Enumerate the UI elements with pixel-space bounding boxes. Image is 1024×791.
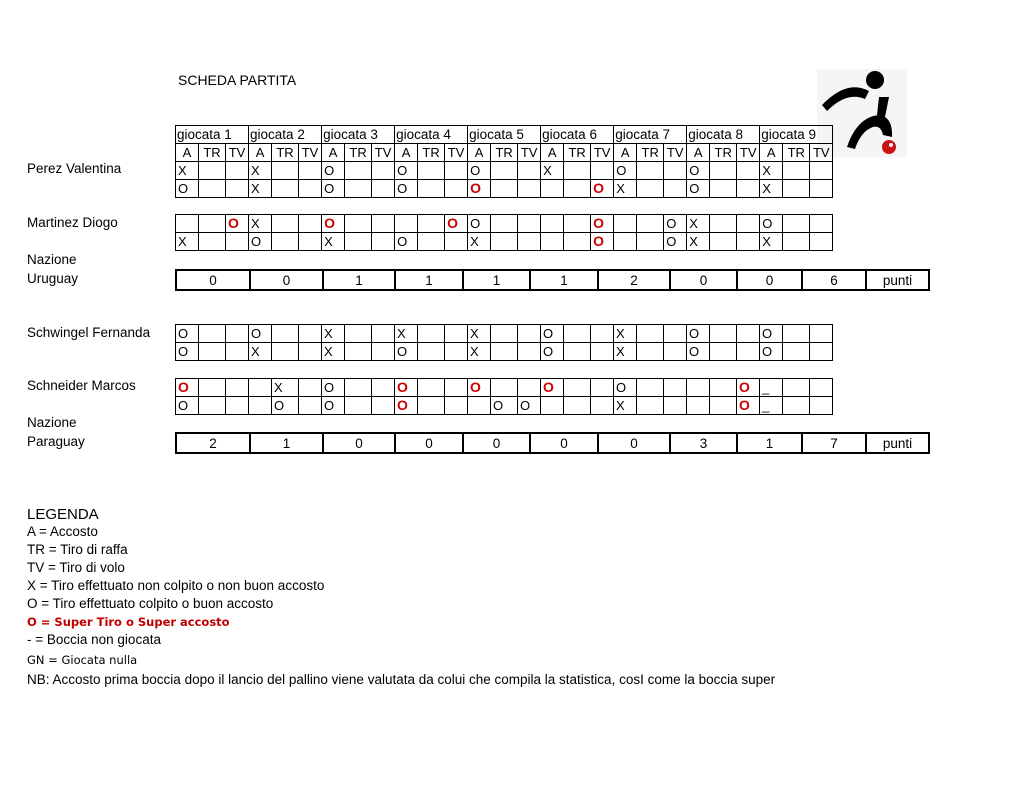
- grid-cell: X: [395, 325, 418, 343]
- grid-cell: [541, 397, 564, 415]
- grid-cell: [199, 215, 226, 233]
- grid-cell: [299, 343, 322, 361]
- legend-line: TR = Tiro di raffa: [27, 542, 128, 557]
- grid-cell: O: [491, 397, 518, 415]
- giocata-header: giocata 9: [760, 126, 833, 144]
- grid-cell: O: [249, 233, 272, 251]
- subheader-cell: TV: [591, 144, 614, 162]
- subheader-cell: A: [176, 144, 199, 162]
- subheader-cell: TR: [272, 144, 299, 162]
- grid-cell: [541, 180, 564, 198]
- legend-line: TV = Tiro di volo: [27, 560, 125, 575]
- grid-cell: O: [468, 162, 491, 180]
- score-cell: 0: [530, 433, 598, 453]
- subheader-cell: A: [541, 144, 564, 162]
- grid-cell: [176, 215, 199, 233]
- grid-cell: [272, 215, 299, 233]
- grid-cell: [299, 180, 322, 198]
- score-cell: 0: [737, 270, 802, 290]
- grid-cell: [518, 325, 541, 343]
- grid-cell: [710, 325, 737, 343]
- subheader-cell: TV: [226, 144, 249, 162]
- grid-cell: [710, 343, 737, 361]
- grid-cell-super: O: [322, 215, 345, 233]
- grid-cell: [783, 233, 810, 251]
- grid-cell: X: [272, 379, 299, 397]
- grid-cell: [687, 379, 710, 397]
- subheader-cell: TV: [664, 144, 687, 162]
- grid-cell: [491, 379, 518, 397]
- grid-cell: [272, 180, 299, 198]
- grid-cell: [418, 233, 445, 251]
- score-cell: 1: [737, 433, 802, 453]
- nation-name: Paraguay: [27, 434, 85, 449]
- grid-cell: X: [760, 180, 783, 198]
- grid-cell: _: [760, 379, 783, 397]
- grid-cell: [395, 215, 418, 233]
- grid-cell: [226, 233, 249, 251]
- grid-cell: [372, 325, 395, 343]
- grid-cell: [518, 162, 541, 180]
- grid-cell: [637, 180, 664, 198]
- grid-cell: [345, 180, 372, 198]
- grid-cell: [810, 397, 833, 415]
- grid-cell: X: [614, 343, 637, 361]
- grid-cell: [591, 379, 614, 397]
- grid-cell: X: [468, 233, 491, 251]
- grid-cell: O: [322, 397, 345, 415]
- subheader-cell: TV: [737, 144, 760, 162]
- grid-cell: [737, 233, 760, 251]
- grid-cell: [710, 379, 737, 397]
- grid-cell: O: [614, 379, 637, 397]
- score-cell: 1: [323, 270, 395, 290]
- legend-line: A = Accosto: [27, 524, 98, 539]
- subheader-cell: TR: [345, 144, 372, 162]
- grid-cell: [418, 343, 445, 361]
- giocata-header: giocata 4: [395, 126, 468, 144]
- grid-cell: [418, 325, 445, 343]
- grid-cell: X: [249, 162, 272, 180]
- nation-label: Nazione: [27, 252, 77, 267]
- grid-cell: [299, 233, 322, 251]
- grid-cell: [199, 180, 226, 198]
- grid-cell: [249, 397, 272, 415]
- grid-cell: X: [322, 325, 345, 343]
- grid-cell: X: [760, 233, 783, 251]
- grid-cell: [710, 180, 737, 198]
- grid-cell: O: [176, 343, 199, 361]
- grid-cell: [810, 180, 833, 198]
- grid-cell: [737, 325, 760, 343]
- grid-cell: [491, 162, 518, 180]
- grid-cell: O: [395, 233, 418, 251]
- grid-cell: X: [249, 343, 272, 361]
- grid-cell: [810, 215, 833, 233]
- grid-cell: X: [468, 343, 491, 361]
- grid-cell: O: [687, 162, 710, 180]
- grid-cell: [591, 325, 614, 343]
- grid-cell: [418, 162, 445, 180]
- grid-cell-super: O: [737, 397, 760, 415]
- legend-title: LEGENDA: [27, 506, 99, 523]
- grid-cell: [418, 397, 445, 415]
- giocata-header: giocata 5: [468, 126, 541, 144]
- grid-cell: [810, 233, 833, 251]
- grid-cell: [637, 325, 664, 343]
- subheader-cell: TR: [637, 144, 664, 162]
- grid-cell: O: [687, 343, 710, 361]
- subheader-cell: A: [614, 144, 637, 162]
- grid-cell: [226, 379, 249, 397]
- grid-cell: [345, 379, 372, 397]
- score-cell: 3: [670, 433, 737, 453]
- score-cell: 6: [802, 270, 866, 290]
- grid-cell: X: [614, 180, 637, 198]
- grid-cell: [783, 162, 810, 180]
- grid-cell: [710, 215, 737, 233]
- grid-cell: [564, 180, 591, 198]
- grid-cell: [445, 397, 468, 415]
- legend-super: O = Super Tiro o Super accosto: [27, 615, 230, 629]
- giocata-header: giocata 3: [322, 126, 395, 144]
- grid-cell: X: [614, 397, 637, 415]
- grid-cell: [345, 233, 372, 251]
- grid-cell: [345, 215, 372, 233]
- score-cell: 1: [530, 270, 598, 290]
- grid-cell: [491, 233, 518, 251]
- grid-cell: [518, 180, 541, 198]
- score-cell: 1: [250, 433, 323, 453]
- grid-cell: [199, 343, 226, 361]
- grid-cell: [783, 397, 810, 415]
- grid-cell: O: [176, 325, 199, 343]
- score-cell: 2: [176, 433, 250, 453]
- score-cell: 0: [250, 270, 323, 290]
- grid-cell: O: [249, 325, 272, 343]
- grid-cell: [564, 343, 591, 361]
- grid-cell: O: [614, 162, 637, 180]
- grid-cell: [810, 325, 833, 343]
- grid-cell: O: [687, 180, 710, 198]
- grid-cell-super: O: [395, 397, 418, 415]
- player-name: Martinez Diogo: [27, 215, 118, 230]
- grid-cell: [445, 343, 468, 361]
- grid-cell: [491, 325, 518, 343]
- grid-cell: X: [176, 233, 199, 251]
- score-cell: 0: [598, 433, 670, 453]
- grid-cell: [737, 180, 760, 198]
- nation-name: Uruguay: [27, 271, 79, 286]
- grid-cell: [372, 343, 395, 361]
- grid-cell: O: [541, 325, 564, 343]
- grid-cell: [345, 397, 372, 415]
- grid-cell: X: [687, 215, 710, 233]
- grid-cell: X: [176, 162, 199, 180]
- grid-cell: [564, 215, 591, 233]
- subheader-cell: TR: [491, 144, 518, 162]
- grid-cell: [783, 343, 810, 361]
- grid-cell: O: [760, 343, 783, 361]
- grid-cell: X: [468, 325, 491, 343]
- subheader-cell: A: [249, 144, 272, 162]
- grid-cell: [783, 180, 810, 198]
- subheader-cell: TR: [710, 144, 737, 162]
- grid-cell: [372, 215, 395, 233]
- score-cell: 1: [463, 270, 530, 290]
- grid-cell: O: [322, 379, 345, 397]
- legend-line: X = Tiro effettuato non colpito o non buon accosto: [27, 578, 325, 593]
- grid-cell: [372, 379, 395, 397]
- grid-cell: [564, 397, 591, 415]
- grid-cell: [664, 180, 687, 198]
- subheader-cell: A: [687, 144, 710, 162]
- grid-cell: O: [664, 233, 687, 251]
- grid-cell: X: [687, 233, 710, 251]
- giocata-header: giocata 6: [541, 126, 614, 144]
- grid-cell: [199, 325, 226, 343]
- grid-cell: O: [395, 162, 418, 180]
- giocata-header: giocata 1: [176, 126, 249, 144]
- grid-cell-super: O: [395, 379, 418, 397]
- page-title: SCHEDA PARTITA: [178, 72, 297, 88]
- nation-label: Nazione: [27, 415, 77, 430]
- grid-cell: O: [272, 397, 299, 415]
- grid-cell-super: O: [226, 215, 249, 233]
- grid-cell: O: [395, 180, 418, 198]
- legend: [27, 506, 775, 689]
- grid-cell: [345, 162, 372, 180]
- score-cell: 1: [395, 270, 463, 290]
- subheader-cell: A: [322, 144, 345, 162]
- player-name: Schwingel Fernanda: [27, 325, 151, 340]
- grid-cell: X: [249, 215, 272, 233]
- legend-nb: NB: Accosto prima boccia dopo il lancio del pallino viene valutata da colui che compila la statistica, cosI come la boccia super: [27, 672, 776, 687]
- grid-cell: [445, 379, 468, 397]
- grid-cell: [226, 397, 249, 415]
- subheader-cell: TR: [564, 144, 591, 162]
- grid-cell: O: [664, 215, 687, 233]
- grid-cell-super: O: [176, 379, 199, 397]
- grid-cell: [418, 379, 445, 397]
- grid-cell: [664, 325, 687, 343]
- giocata-header: giocata 2: [249, 126, 322, 144]
- grid-cell: [468, 397, 491, 415]
- grid-cell: [272, 343, 299, 361]
- grid-cell: [345, 325, 372, 343]
- grid-cell-super: O: [541, 379, 564, 397]
- points-label: punti: [866, 433, 929, 453]
- grid-cell: [418, 180, 445, 198]
- legend-line: O = Tiro effettuato colpito o buon accosto: [27, 596, 274, 611]
- grid-cell: [491, 343, 518, 361]
- grid-cell: O: [518, 397, 541, 415]
- grid-cell: [199, 397, 226, 415]
- grid-cell: [664, 397, 687, 415]
- grid-cell: [737, 215, 760, 233]
- points-label: punti: [866, 270, 929, 290]
- subheader-cell: A: [468, 144, 491, 162]
- grid-cell: [518, 379, 541, 397]
- player-name: Schneider Marcos: [27, 378, 136, 393]
- grid-cell: [564, 325, 591, 343]
- grid-cell: [810, 343, 833, 361]
- grid-cell: X: [614, 325, 637, 343]
- grid-cell: O: [760, 325, 783, 343]
- grid-cell: _: [760, 397, 783, 415]
- grid-cell: [518, 233, 541, 251]
- score-cell: 7: [802, 433, 866, 453]
- grid-cell: [445, 325, 468, 343]
- grid-cell: X: [249, 180, 272, 198]
- subheader-cell: TV: [518, 144, 541, 162]
- subheader-cell: A: [760, 144, 783, 162]
- grid-cell: [249, 379, 272, 397]
- grid-cell: X: [760, 162, 783, 180]
- grid-cell: [299, 162, 322, 180]
- team2-grid: [175, 324, 833, 415]
- grid-cell: [637, 233, 664, 251]
- grid-cell: [541, 215, 564, 233]
- grid-cell-super: O: [468, 180, 491, 198]
- player-name: Perez Valentina: [27, 161, 122, 176]
- team1-grid: [175, 125, 833, 251]
- grid-cell: [637, 215, 664, 233]
- grid-cell: [637, 397, 664, 415]
- grid-cell: [445, 162, 468, 180]
- score-cell: 0: [463, 433, 530, 453]
- grid-cell: [226, 343, 249, 361]
- grid-cell: [737, 162, 760, 180]
- grid-cell-super: O: [591, 233, 614, 251]
- grid-cell: [372, 233, 395, 251]
- subheader-cell: TV: [372, 144, 395, 162]
- subheader-cell: A: [395, 144, 418, 162]
- grid-cell: [272, 162, 299, 180]
- score-cell: 0: [395, 433, 463, 453]
- grid-cell: O: [176, 397, 199, 415]
- grid-cell: [541, 233, 564, 251]
- subheader-cell: TV: [810, 144, 833, 162]
- grid-cell: [226, 325, 249, 343]
- score-cell: 0: [670, 270, 737, 290]
- grid-cell: [737, 343, 760, 361]
- subheader-cell: TV: [445, 144, 468, 162]
- grid-cell: X: [322, 343, 345, 361]
- grid-cell: [783, 379, 810, 397]
- grid-cell-super: O: [468, 379, 491, 397]
- grid-cell: [564, 233, 591, 251]
- subheader-cell: TR: [418, 144, 445, 162]
- grid-cell-super: O: [737, 379, 760, 397]
- grid-cell: [226, 162, 249, 180]
- grid-cell: [272, 325, 299, 343]
- grid-cell-super: O: [591, 215, 614, 233]
- grid-cell: [445, 180, 468, 198]
- grid-cell: [272, 233, 299, 251]
- score-cell: 0: [323, 433, 395, 453]
- grid-cell: [491, 215, 518, 233]
- score-cell: 0: [176, 270, 250, 290]
- grid-cell: [810, 162, 833, 180]
- grid-cell: [199, 162, 226, 180]
- grid-cell: [199, 233, 226, 251]
- grid-cell: [299, 397, 322, 415]
- giocata-header: giocata 7: [614, 126, 687, 144]
- giocata-header: giocata 8: [687, 126, 760, 144]
- grid-cell: [372, 180, 395, 198]
- grid-cell: [710, 233, 737, 251]
- grid-cell: [637, 379, 664, 397]
- team2-score-row: [175, 432, 930, 454]
- grid-cell: [226, 180, 249, 198]
- grid-cell: [491, 180, 518, 198]
- grid-cell: [299, 379, 322, 397]
- subheader-cell: TR: [199, 144, 226, 162]
- grid-cell: [810, 379, 833, 397]
- grid-cell: [783, 325, 810, 343]
- grid-cell-super: O: [591, 180, 614, 198]
- score-cell: 2: [598, 270, 670, 290]
- grid-cell: [591, 397, 614, 415]
- legend-line: - = Boccia non giocata: [27, 632, 161, 647]
- grid-cell: [299, 215, 322, 233]
- grid-cell: [710, 397, 737, 415]
- grid-cell: [564, 379, 591, 397]
- grid-cell: [591, 343, 614, 361]
- grid-cell: [664, 379, 687, 397]
- grid-cell: [637, 162, 664, 180]
- grid-cell: [299, 325, 322, 343]
- grid-cell: [418, 215, 445, 233]
- grid-cell: [518, 215, 541, 233]
- grid-cell: [199, 379, 226, 397]
- grid-cell: X: [322, 233, 345, 251]
- grid-cell: X: [541, 162, 564, 180]
- grid-cell: O: [687, 325, 710, 343]
- grid-cell: [614, 215, 637, 233]
- grid-cell-super: O: [445, 215, 468, 233]
- grid-cell: [664, 162, 687, 180]
- grid-cell: O: [541, 343, 564, 361]
- grid-cell: [710, 162, 737, 180]
- grid-cell: O: [395, 343, 418, 361]
- team1-score-row: [175, 269, 930, 291]
- legend-gn: GN = Giocata nulla: [27, 653, 138, 667]
- grid-cell: [637, 343, 664, 361]
- grid-cell: [664, 343, 687, 361]
- grid-cell: [687, 397, 710, 415]
- grid-cell: [783, 215, 810, 233]
- grid-cell: O: [760, 215, 783, 233]
- grid-cell: [372, 397, 395, 415]
- grid-cell: O: [176, 180, 199, 198]
- subheader-cell: TR: [783, 144, 810, 162]
- grid-cell: [372, 162, 395, 180]
- grid-cell: [445, 233, 468, 251]
- grid-cell: [591, 162, 614, 180]
- grid-cell: O: [468, 215, 491, 233]
- grid-cell: [614, 233, 637, 251]
- grid-cell: [564, 162, 591, 180]
- grid-cell: [518, 343, 541, 361]
- grid-cell: [345, 343, 372, 361]
- subheader-cell: TV: [299, 144, 322, 162]
- grid-cell: O: [322, 180, 345, 198]
- grid-cell: O: [322, 162, 345, 180]
